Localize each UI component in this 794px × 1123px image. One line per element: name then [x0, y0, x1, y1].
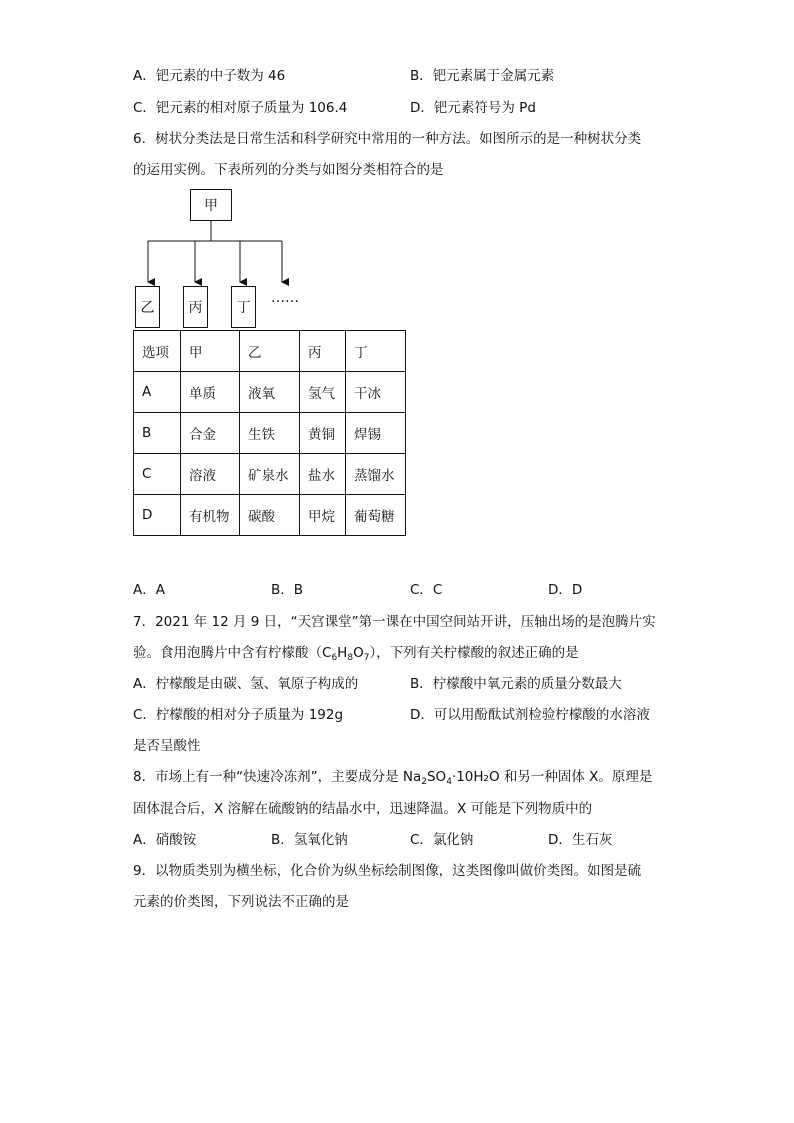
table-row — [134, 495, 406, 536]
table-cell: C — [134, 454, 181, 495]
table-cell: 溶液 — [181, 454, 240, 495]
q9-stem-line1: 9．以物质类别为横坐标，化合价为纵坐标绘制图像，这类图像叫做价类图。如图是硫 — [133, 863, 642, 879]
table-cell: 液氧 — [240, 372, 300, 413]
tree-root-box: 甲 — [190, 189, 232, 221]
q6-option-c: C．C — [410, 582, 443, 598]
table-cell: 丁 — [346, 331, 406, 372]
classification-table — [133, 330, 406, 536]
table-header-row — [134, 331, 406, 372]
q7-stem-line2 — [133, 643, 579, 663]
table-cell: 选项 — [134, 331, 181, 372]
subscript: 4 — [446, 777, 452, 787]
q6-option-a: A．A — [133, 582, 165, 598]
table-cell: 甲烷 — [300, 495, 346, 536]
q6-option-b: B．B — [271, 582, 304, 598]
table-cell: 焊锡 — [346, 413, 406, 454]
table-cell: 乙 — [240, 331, 300, 372]
table-cell: 氢气 — [300, 372, 346, 413]
table-cell: 干冰 — [346, 372, 406, 413]
q5-option-c: C．钯元素的相对原子质量为 106.4 — [133, 100, 348, 116]
table-cell: 生铁 — [240, 413, 300, 454]
subscript: 2 — [421, 777, 427, 787]
subscript: 7 — [363, 653, 370, 663]
tree-child-box-3: 丁 — [231, 286, 256, 328]
table-cell: 碳酸 — [240, 495, 300, 536]
q6-stem-line1: 6．树状分类法是日常生活和科学研究中常用的一种方法。如图所示的是一种树状分类 — [133, 131, 642, 147]
q8-option-a: A．硝酸铵 — [133, 832, 197, 848]
table-cell: 蒸馏水 — [346, 454, 406, 495]
q6-stem-line2: 的运用实例。下表所列的分类与如图分类相符合的是 — [133, 162, 444, 178]
table-row — [134, 372, 406, 413]
q8-stem-text: 8．市场上有一种“快速冷冻剂”，主要成分是 Na — [133, 769, 422, 785]
tree-connectors — [0, 0, 794, 340]
q7-stem-line1: 7．2021 年 12 月 9 日，“天宫课堂”第一课在中国空间站开讲，压轴出场的是泡腾片实 — [133, 614, 656, 630]
table-cell: D — [134, 495, 181, 536]
table-cell: 葡萄糖 — [346, 495, 406, 536]
q8-stem-text: ·10H₂O 和另一种固体 X。原理是 — [451, 769, 653, 785]
table-cell: 矿泉水 — [240, 454, 300, 495]
table-cell: A — [134, 372, 181, 413]
table-row — [134, 413, 406, 454]
tree-child-box-1: 乙 — [135, 286, 160, 328]
q5-option-d: D．钯元素符号为 Pd — [410, 100, 536, 116]
q7-stem-text: O — [353, 645, 364, 661]
q7-option-a: A．柠檬酸是由碳、氢、氧原子构成的 — [133, 676, 359, 692]
subscript: 6 — [331, 653, 338, 663]
q8-option-c: C．氯化钠 — [410, 832, 474, 848]
subscript: 8 — [347, 653, 354, 663]
table-cell: 黄铜 — [300, 413, 346, 454]
q7-stem-text: ），下列有关柠檬酸的叙述正确的是 — [369, 645, 579, 661]
q5-option-a: A．钯元素的中子数为 46 — [133, 68, 286, 84]
q8-option-b: B．氢氧化钠 — [271, 832, 348, 848]
table-cell: 合金 — [181, 413, 240, 454]
table-cell: 有机物 — [181, 495, 240, 536]
tree-child-box-2: 丙 — [183, 286, 208, 328]
table-cell: 单质 — [181, 372, 240, 413]
q8-stem-line2: 固体混合后，X 溶解在硫酸钠的结晶水中，迅速降温。X 可能是下列物质中的 — [133, 801, 593, 817]
q7-option-c: C．柠檬酸的相对分子质量为 192g — [133, 707, 344, 723]
q7-option-d: D．可以用酚酞试剂检验柠檬酸的水溶液 — [410, 707, 650, 723]
table-row — [134, 454, 406, 495]
q8-stem-text: SO — [426, 769, 447, 785]
q7-stem-text: 验。食用泡腾片中含有柠檬酸（C — [133, 645, 332, 661]
q8-stem-line1 — [133, 767, 652, 787]
q9-stem-line2: 元素的价类图，下列说法不正确的是 — [133, 894, 349, 910]
q7-option-d-continued: 是否呈酸性 — [133, 738, 201, 754]
tree-ellipsis: …… — [271, 290, 299, 306]
table-cell: 丙 — [300, 331, 346, 372]
q6-option-d: D．D — [548, 582, 583, 598]
table-cell: B — [134, 413, 181, 454]
q7-stem-text: H — [337, 645, 348, 661]
table-cell: 盐水 — [300, 454, 346, 495]
q7-option-b: B．柠檬酸中氧元素的质量分数最大 — [410, 676, 622, 692]
q8-option-d: D．生石灰 — [548, 832, 613, 848]
table-cell: 甲 — [181, 331, 240, 372]
q5-option-b: B．钯元素属于金属元素 — [410, 68, 555, 84]
